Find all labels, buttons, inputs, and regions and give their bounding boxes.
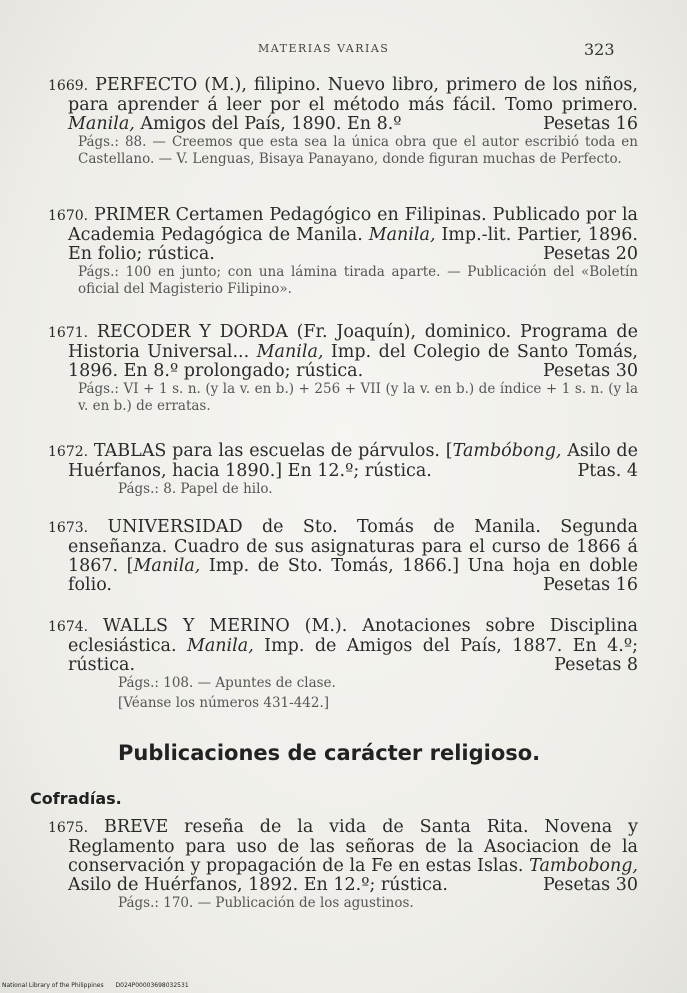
page-header xyxy=(0,40,687,62)
entry-1669 xyxy=(48,76,638,167)
entry-price: Pesetas 20 xyxy=(543,244,638,264)
entry-1675 xyxy=(48,818,638,912)
entry-note: Págs.: 170. — Publicación de los agustinos. xyxy=(118,895,414,911)
entry-main-text: 1669. PERFECTO (M.), filipino. Nuevo libro, primero de los niños, para aprender á leer por el método más fácil. Tomo primero. Manila, Amigos del País, 1890. En 8.º Pesetas 16 xyxy=(48,75,638,134)
entry-main-text: 1673. UNIVERSIDAD de Sto. Tomás de Manila. Segunda enseñanza. Cuadro de sus asignaturas para el curso de 1866 á 1867. [Manila, Imp. de Sto. Tomás, 1866.] Una hoja en doble folio. Pesetas 16 xyxy=(48,517,638,595)
entry-price: Pesetas 16 xyxy=(543,575,638,595)
entry-note: Págs.: 88. — Creemos que esta sea la única obra que el autor escribió toda en Castellano. — V. Lenguas, Bisaya Panayano, donde figuran muchas de Perfecto. xyxy=(78,134,638,167)
page-number: 323 xyxy=(584,40,615,59)
footer-code: D024P00003698032531 xyxy=(115,982,189,989)
entry-price: Pesetas 30 xyxy=(543,361,638,381)
entry-note: Págs.: 100 en junto; con una lámina tirada aparte. — Publicación del «Boletín oficial del Magisterio Filipino». xyxy=(78,264,638,297)
entry-main-text: 1675. BREVE reseña de la vida de Santa Rita. Novena y Reglamento para uso de las señoras de la Asociacion de la conservación y propagación de la Fe en estas Islas. Tambobong, Asilo de Huérfanos, 1892. En 12.º; rústica. Pesetas 30 xyxy=(48,817,638,895)
footer-library: National Library of the Philippines xyxy=(2,982,104,989)
entry-note: Págs.: 108. — Apuntes de clase. xyxy=(118,675,336,691)
entry-price: Pesetas 16 xyxy=(543,114,638,134)
entry-note: Págs.: 8. Papel de hilo. xyxy=(118,481,273,497)
entry-1674 xyxy=(48,617,638,711)
entry-crossref: [Véanse los números 431-442.] xyxy=(118,694,330,711)
subsection-title: Cofradías. xyxy=(30,789,122,808)
entry-main-text: 1671. RECODER Y DORDA (Fr. Joaquín), dominico. Programa de Historia Universal... Manila, Imp. del Colegio de Santo Tomás, 1896. En 8.º prolongado; rústica. Pesetas 30 xyxy=(48,322,638,381)
section-title: Publicaciones de carácter religioso. xyxy=(118,741,541,765)
entry-1672 xyxy=(48,442,638,498)
entry-main-text: 1672. TABLAS para las escuelas de párvulos. [Tambóbong, Asilo de Huérfanos, hacia 1890.] En 12.º; rústica. Ptas. 4 xyxy=(48,441,638,481)
entry-note: Págs.: VI + 1 s. n. (y la v. en b.) + 256 + VII (y la v. en b.) de índice + 1 s. n. (y la v. en b.) de erratas. xyxy=(78,381,638,414)
scan-footer xyxy=(2,982,189,989)
entry-1673 xyxy=(48,518,638,595)
entry-1670 xyxy=(48,206,638,297)
entry-price: Pesetas 8 xyxy=(554,655,638,675)
running-head: MATERIAS VARIAS xyxy=(258,42,390,55)
entry-main-text: 1674. WALLS Y MERINO (M.). Anotaciones sobre Disciplina eclesiástica. Manila, Imp. de Amigos del País, 1887. En 4.º; rústica. Pesetas 8 xyxy=(48,616,638,675)
entry-main-text: 1670. PRIMER Certamen Pedagógico en Filipinas. Publicado por la Academia Pedagógica de Manila. Manila, Imp.-lit. Partier, 1896. En folio; rústica. Pesetas 20 xyxy=(48,205,638,264)
entry-price: Pesetas 30 xyxy=(543,875,638,895)
entry-price: Ptas. 4 xyxy=(577,461,638,481)
entry-1671 xyxy=(48,323,638,414)
